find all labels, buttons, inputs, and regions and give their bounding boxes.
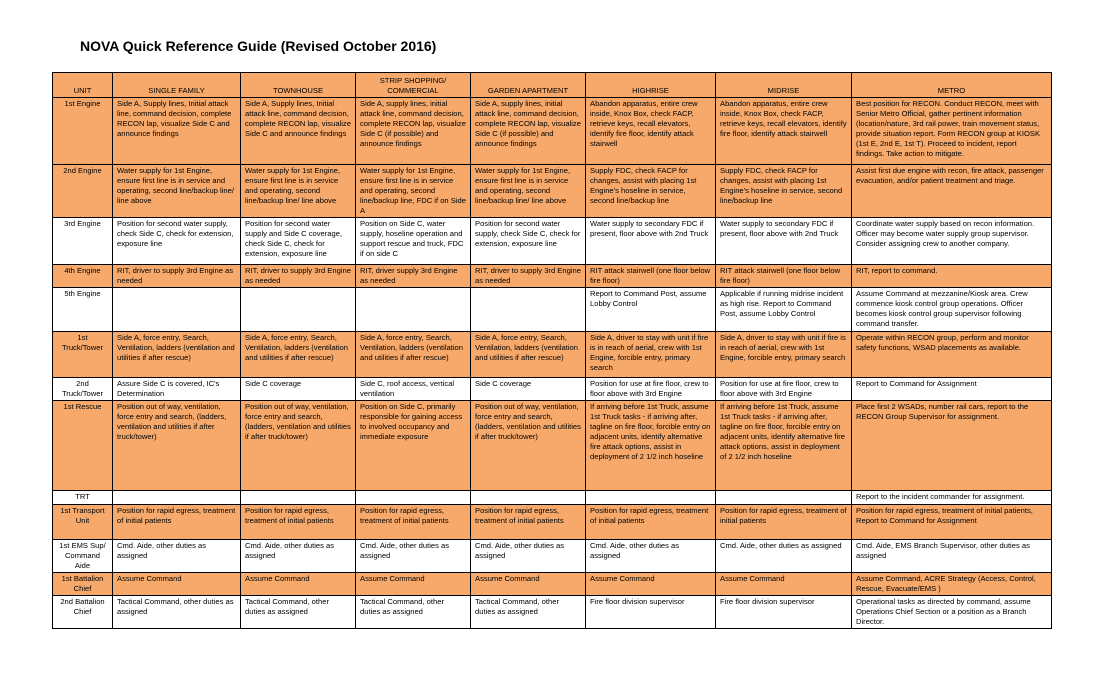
table-cell: Position for rapid egress, treatment of initial patients <box>113 505 241 540</box>
table-cell <box>241 288 356 332</box>
column-header: SINGLE FAMILY <box>113 73 241 98</box>
table-cell: Position out of way, ventilation, force entry and search, (ladders, ventilation and utilities if after truck/tower) <box>241 401 356 491</box>
table-cell: Side A, supply lines, initial attack line, command decision, complete RECON lap, visualize Side C (if possible) and announce findings <box>356 98 471 165</box>
table-cell: Position for rapid egress, treatment of initial patients <box>586 505 716 540</box>
table-cell: RIT, report to command. <box>852 265 1052 288</box>
table-cell: Cmd. Aide, other duties as assigned <box>241 540 356 573</box>
unit-cell: 1st EMS Sup/ Command Aide <box>53 540 113 573</box>
table-cell: Cmd. Aide, other duties as assigned <box>586 540 716 573</box>
table-cell <box>356 288 471 332</box>
table-cell: RIT, driver to supply 3rd Engine as needed <box>241 265 356 288</box>
unit-cell: 1st Truck/Tower <box>53 332 113 378</box>
table-cell: Assist first due engine with recon, fire attack, passenger evacuation, and/or patient treatment and triage. <box>852 165 1052 218</box>
table-cell: Tactical Command, other duties as assigned <box>471 596 586 629</box>
unit-cell: 1st Rescue <box>53 401 113 491</box>
table-cell: If arriving before 1st Truck, assume 1st Truck tasks - if arriving after, tagline on fire floor, forcible entry on adjacent units, identify alternative fire attack options, assist in deployment of 2 1/2 inch hoseline <box>716 401 852 491</box>
table-cell: If arriving before 1st Truck, assume 1st Truck tasks - if arriving after, tagline on fire floor, forcible entry on adjacent units, identify alternative fire attack options, assist in deployment of 2 1/2 inch hoseline <box>586 401 716 491</box>
table-cell <box>356 491 471 505</box>
table-cell: Position out of way, ventilation, force entry and search, (ladders, ventilation and utilities if after truck/tower) <box>113 401 241 491</box>
table-cell: Side A, Supply lines, Initial attack line, command decision, complete RECON lap, visualize Side C and announce findings <box>241 98 356 165</box>
column-header: UNIT <box>53 73 113 98</box>
table-cell: Report to Command Post, assume Lobby Control <box>586 288 716 332</box>
table-cell: Side A, driver to stay with unit if fire is in reach of aerial, crew with 1st Engine, forcible entry, primary search <box>716 332 852 378</box>
table-cell: Position on Side C, water supply, hoseline operation and support rescue and truck, FDC if on side C <box>356 218 471 265</box>
table-cell: Side A, supply lines, initial attack line, command decision, complete RECON lap, visualize Side C (if possible) and announce findings <box>471 98 586 165</box>
column-header: GARDEN APARTMENT <box>471 73 586 98</box>
table-cell: RIT attack stairwell (one floor below fire floor) <box>586 265 716 288</box>
table-cell: Side A, Supply lines, Initial attack line, command decision, complete RECON lap, visualize Side C and announce findings <box>113 98 241 165</box>
table-cell: Position for rapid egress, treatment of initial patients, Report to Command for Assignment <box>852 505 1052 540</box>
unit-cell: 1st Transport Unit <box>53 505 113 540</box>
table-cell: Position for second water supply and Side C coverage, check Side C, check for extension, exposure line <box>241 218 356 265</box>
unit-cell: 4th Engine <box>53 265 113 288</box>
table-cell: Assume Command <box>716 573 852 596</box>
table-cell: Position on Side C, primarily responsible for gaining access to involved occupancy and immediate exposure <box>356 401 471 491</box>
table-row <box>53 401 1052 491</box>
table-cell: Cmd. Aide, other duties as assigned <box>716 540 852 573</box>
table-cell: Place first 2 WSADs, number rail cars, report to the RECON Group Supervisor for assignment. <box>852 401 1052 491</box>
table-cell: Coordinate water supply based on recon information. Officer may become water supply group supervisor. Consider assigning crew to another company. <box>852 218 1052 265</box>
table-cell: Position for rapid egress, treatment of initial patients <box>241 505 356 540</box>
table-cell: Assume Command <box>471 573 586 596</box>
table-cell: Side A, force entry, Search, Ventilation, ladders (ventilation and utilities if after rescue) <box>356 332 471 378</box>
table-cell: Side C, roof access, vertical ventilation <box>356 378 471 401</box>
table-cell <box>241 491 356 505</box>
table-cell: RIT, driver supply 3rd Engine as needed <box>356 265 471 288</box>
table-cell: Report to Command for Assignment <box>852 378 1052 401</box>
table-cell: Position for use at fire floor, crew to floor above with 3rd Engine <box>586 378 716 401</box>
table-cell: Position for rapid egress, treatment of initial patients <box>716 505 852 540</box>
table-cell: Water supply for 1st Engine, ensure first line is in service and operating, second line/backup line/ line above <box>241 165 356 218</box>
table-cell: Assume Command <box>113 573 241 596</box>
table-row <box>53 573 1052 596</box>
table-cell: RIT attack stairwell (one floor below fire floor) <box>716 265 852 288</box>
table-cell: Side A, driver to stay with unit if fire is in reach of aerial, crew with 1st Engine, forcible entry, primary search <box>586 332 716 378</box>
table-cell <box>113 288 241 332</box>
header-row <box>53 73 1052 98</box>
table-row <box>53 218 1052 265</box>
unit-cell: 1st Engine <box>53 98 113 165</box>
column-header: HIGHRISE <box>586 73 716 98</box>
table-cell: Side A, force entry, Search, Ventilation, ladders (ventilation and utilities if after rescue) <box>241 332 356 378</box>
table-cell: Report to the incident commander for assignment. <box>852 491 1052 505</box>
unit-cell: 3rd Engine <box>53 218 113 265</box>
unit-cell: 5th Engine <box>53 288 113 332</box>
table-cell <box>716 491 852 505</box>
table-cell: Position for second water supply, check Side C, check for extension, exposure line <box>113 218 241 265</box>
table-cell: Cmd. Aide, EMS Branch Supervisor, other duties as assigned <box>852 540 1052 573</box>
table-row <box>53 540 1052 573</box>
table-cell: Position for use at fire floor, crew to floor above with 3rd Engine <box>716 378 852 401</box>
table-row <box>53 265 1052 288</box>
table-row <box>53 332 1052 378</box>
table-row <box>53 288 1052 332</box>
reference-table <box>52 72 1052 629</box>
table-row <box>53 98 1052 165</box>
table-cell: Tactical Command, other duties as assigned <box>241 596 356 629</box>
unit-cell: 2nd Truck/Tower <box>53 378 113 401</box>
table-cell: Assume Command <box>241 573 356 596</box>
column-header: STRIP SHOPPING/ COMMERCIAL <box>356 73 471 98</box>
table-cell: Side C coverage <box>241 378 356 401</box>
table-cell: Supply FDC, check FACP for changes, assist with placing 1st Engine's hoseline in service, second line/backup line <box>586 165 716 218</box>
table-cell <box>471 491 586 505</box>
table-row <box>53 505 1052 540</box>
table-cell: RIT, driver to supply 3rd Engine as needed <box>113 265 241 288</box>
table-cell: Assume Command at mezzanine/Kiosk area. Crew commence kiosk control group operations. Officer becomes kiosk control group supervisor following command transfer. <box>852 288 1052 332</box>
table-cell: Operate within RECON group, perform and monitor safety functions, WSAD placements as available. <box>852 332 1052 378</box>
table-cell: RIT, driver to supply 3rd Engine as needed <box>471 265 586 288</box>
table-cell: Fire floor division supervisor <box>716 596 852 629</box>
table-cell <box>113 491 241 505</box>
table-cell: Assure Side C is covered, IC's Determination <box>113 378 241 401</box>
table-cell: Side A, force entry, Search, Ventilation, ladders (ventilation and utilities if after rescue) <box>471 332 586 378</box>
table-cell: Position for rapid egress, treatment of initial patients <box>471 505 586 540</box>
table-cell: Assume Command <box>586 573 716 596</box>
table-cell: Operational tasks as directed by command, assume Operations Chief Section or a position as a Branch Director. <box>852 596 1052 629</box>
table-cell: Position for rapid egress, treatment of initial patients <box>356 505 471 540</box>
table-cell: Cmd. Aide, other duties as assigned <box>471 540 586 573</box>
unit-cell: 2nd Engine <box>53 165 113 218</box>
table-cell: Water supply to secondary FDC if present, floor above with 2nd Truck <box>716 218 852 265</box>
table-cell: Water supply for 1st Engine, ensure first line is in service and operating, second line/backup line/ line above <box>113 165 241 218</box>
table-cell: Supply FDC, check FACP for changes, assist with placing 1st Engine's hoseline in service, second line/backup line <box>716 165 852 218</box>
table-cell: Assume Command <box>356 573 471 596</box>
column-header: METRO <box>852 73 1052 98</box>
table-cell: Tactical Command, other duties as assigned <box>113 596 241 629</box>
table-cell: Side C coverage <box>471 378 586 401</box>
table-row <box>53 491 1052 505</box>
table-cell: Best position for RECON. Conduct RECON, meet with Senior Metro Official, gather pertinent information (location/nature, 3rd rail power, train movement status, provide situation report. Form RECON group at KIOSK (1st E, 2nd E, 1st T). Proceed to incident, report findings. Take action to mitigate. <box>852 98 1052 165</box>
unit-cell: 1st Battalion Chief <box>53 573 113 596</box>
table-cell: Water supply for 1st Engine, ensure first line is in service and operating, second line/backup line, FDC if on Side A <box>356 165 471 218</box>
table-cell: Tactical Command, other duties as assigned <box>356 596 471 629</box>
table-cell: Fire floor division supervisor <box>586 596 716 629</box>
table-cell: Side A, force entry, Search, Ventilation, ladders (ventilation and utilities if after rescue) <box>113 332 241 378</box>
table-cell <box>586 491 716 505</box>
table-cell: Water supply to secondary FDC if present, floor above with 2nd Truck <box>586 218 716 265</box>
column-header: MIDRISE <box>716 73 852 98</box>
table-cell: Water supply for 1st Engine, ensure first line is in service and operating, second line/backup line/ line above <box>471 165 586 218</box>
table-cell <box>471 288 586 332</box>
unit-cell: TRT <box>53 491 113 505</box>
column-header: TOWNHOUSE <box>241 73 356 98</box>
table-cell: Position out of way, ventilation, force entry and search, (ladders, ventilation and utilities if after truck/tower) <box>471 401 586 491</box>
table-row <box>53 378 1052 401</box>
table-cell: Abandon apparatus, entire crew inside, Knox Box, check FACP, retrieve keys, recall elevators, identify fire floor, identify attack stairwell <box>716 98 852 165</box>
page-title: NOVA Quick Reference Guide (Revised October 2016) <box>80 38 437 54</box>
table-row <box>53 596 1052 629</box>
unit-cell: 2nd Battalion Chief <box>53 596 113 629</box>
table-cell: Assume Command, ACRE Strategy (Access, Control, Rescue, Evacuate/EMS ) <box>852 573 1052 596</box>
table-cell: Position for second water supply, check Side C, check for extension, exposure line <box>471 218 586 265</box>
table-body <box>53 98 1052 629</box>
table-cell: Abandon apparatus, entire crew inside, Knox Box, check FACP, retrieve keys, recall elevators, identify fire floor, identify attack stairwell <box>586 98 716 165</box>
table-row <box>53 165 1052 218</box>
table-cell: Cmd. Aide, other duties as assigned <box>113 540 241 573</box>
table-cell: Cmd. Aide, other duties as assigned <box>356 540 471 573</box>
table-cell: Applicable if running midrise incident as high rise. Report to Command Post, assume Lobby Control <box>716 288 852 332</box>
